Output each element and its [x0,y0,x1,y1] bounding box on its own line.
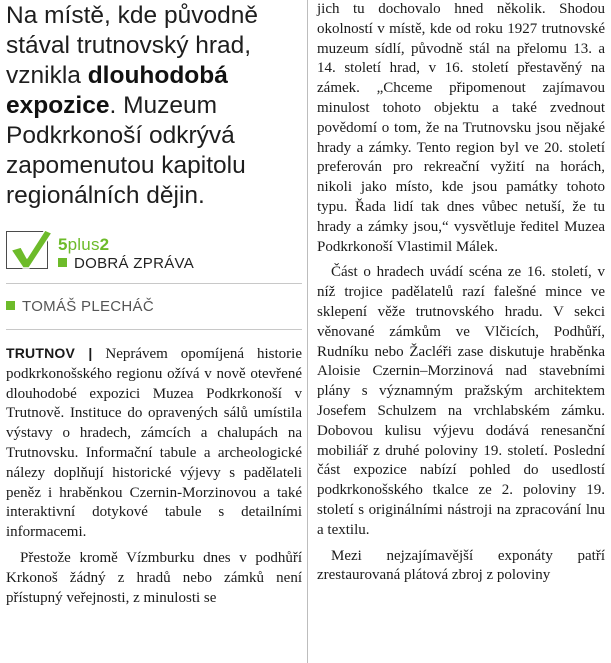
author-byline [6,298,302,315]
paragraph-2-end: jich tu dochovalo hned několik. Shodou okolností v místě, kde od roku 1927 trutnovské muzeum sídlí, původně stál na přelomu 13. a 14. století hrad, v 16. století přestavěný na zámek. „Chceme připomenout zajímavou minulost tohoto objektu a také zvednout povědomí o tom, že na Trutnovsku jsou nějaké hrady a zámky. Tento region byl ve 20. století preferován pro rekreační vyžití na horách, nikoli jako místo, kde jsou památky tohoto typu. Řada lidí tak dnes vůbec netuší, že tu hrady a zámky jsou,“ vysvětluje ředitel Muzea Podkrkonoší Vlastimil Málek. [317,1,605,255]
left-column [6,0,302,608]
lead-text-1: Na místě, kde původně stával trutnovský hrad, vznikla [6,2,258,89]
paragraph-3: Část o hradech uvádí scéna ze 16. století, v níž trojice padělatelů razí falešné mince ve sklepení věže trutnovského hradu. V sekci věnované zámkům ve Vlčicích, Podhůří, Rudníku nebo Žacléři zase diskutuje hraběnka Aloisie Czernin–Morzinová nad stavebními plány s významným pražským architektem Josefem Schulzem na vrchlabském zámku. Dobovou kulisu výjevu dodává renesanční mobiliář z druhé poloviny 19. století. Poslední část expozice nabízí pohled do usedlostí podkrkonošského tkalce ze 2. poloviny 19. století s originálními nástroji na zpracování lnu a textilu. [317,264,605,538]
dateline: TRUTNOV | [6,345,93,361]
checkmark-icon [5,220,53,272]
separator [6,329,302,330]
separator [6,283,302,284]
green-square-icon [58,258,67,267]
brand-5plus2: 5plus2 [58,235,110,254]
paragraph-4: Mezi nejzajímavější exponáty patří zrestaurovaná plátová zbroj z poloviny [317,547,605,584]
lead-bold: dlouhodobá expozice [6,62,228,119]
green-square-icon [6,301,15,310]
paragraph-2-start: Přestože kromě Vízmburku dnes v podhůří Krkonoš žádný z hradů nebo zámků není přístupný veřejnosti, z minulosti se [6,549,302,606]
paragraph-1: TRUTNOV | Neprávem opomíjená historie podkrkonošského regionu ožívá v nově otevřené dlouhodobé expozici Muzea Podkrkonoší v Trutnově. Instituce do opravených sálů umístila výstavy o hradech, zámcích a chalupách na Trutnovsku. Informační tabule a archeologické nálezy doplňují historické výjevy s padělateli peněz i hraběnkou Czernin-Morzinovou a také interaktivní dotykové tabule s detailními informacemi. [6,345,302,541]
column-divider [307,0,308,663]
checkmark-box [6,231,48,269]
article-body-right [317,0,605,586]
author-name: TOMÁŠ PLECHÁČ [22,298,154,315]
section-label: DOBRÁ ZPRÁVA [58,255,194,272]
lead-text-2: . Muzeum Podkrkonoší odkrývá zapomenutou kapitolu regionálních dějin. [6,92,246,209]
good-news-logo [6,231,302,283]
article-body-left [6,344,302,608]
lead-paragraph [6,1,302,211]
right-column [317,0,605,586]
